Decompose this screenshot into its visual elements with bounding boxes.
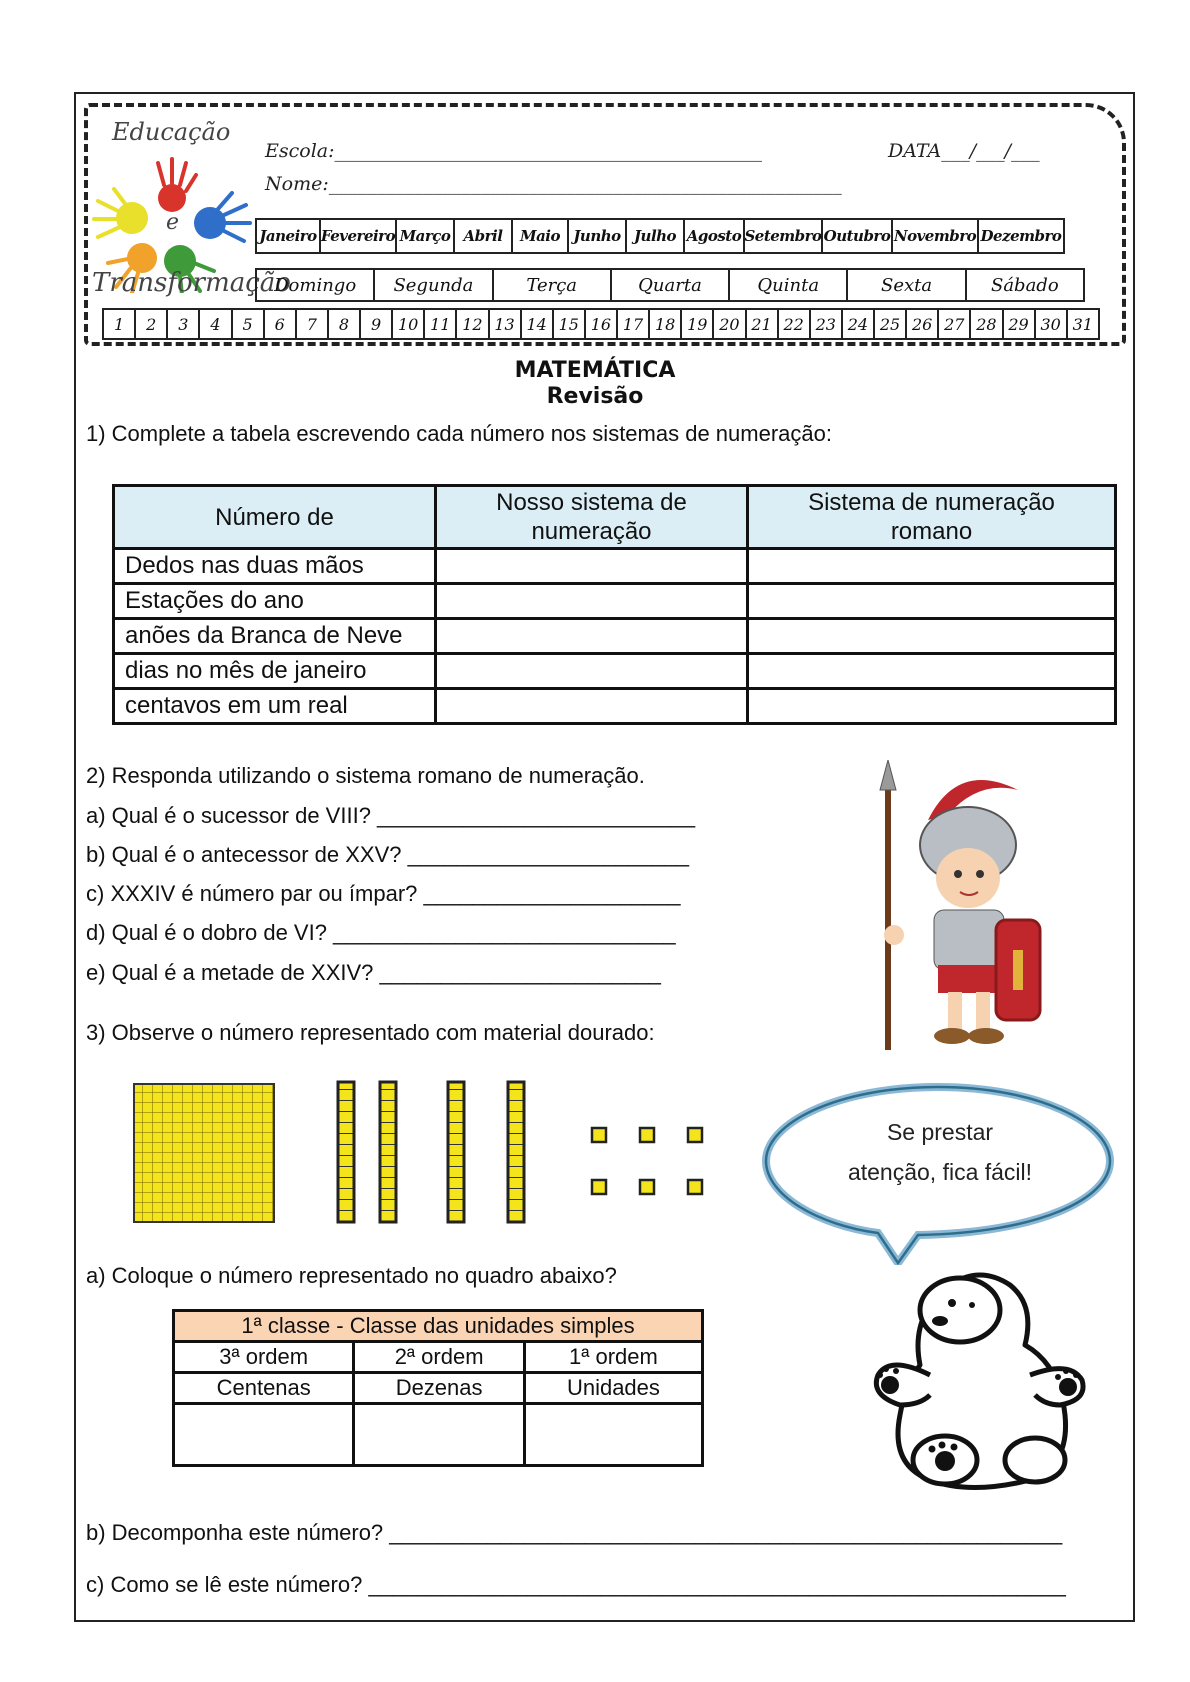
cubinho-1 bbox=[592, 1128, 606, 1142]
weekday-cell[interactable]: Terça bbox=[494, 270, 612, 300]
cubinho-4 bbox=[592, 1180, 606, 1194]
day-cell[interactable]: 4 bbox=[200, 310, 232, 338]
q1-col2-line1: Nosso sistema de bbox=[496, 489, 687, 516]
table-row bbox=[114, 619, 1116, 654]
day-cell[interactable]: 22 bbox=[779, 310, 811, 338]
weekday-cell[interactable]: Quarta bbox=[612, 270, 730, 300]
material-dourado-placa bbox=[132, 1082, 276, 1224]
answer-cell[interactable] bbox=[748, 654, 1116, 689]
name-field[interactable] bbox=[265, 173, 842, 195]
day-cell[interactable]: 1 bbox=[104, 310, 136, 338]
answer-cell[interactable] bbox=[436, 584, 748, 619]
cubinho-2 bbox=[640, 1128, 654, 1142]
q1-col-header bbox=[748, 486, 1116, 549]
page-subtitle: Revisão bbox=[546, 384, 644, 409]
order-cell: 1ª ordem bbox=[524, 1342, 702, 1373]
day-cell[interactable]: 13 bbox=[490, 310, 522, 338]
table-row bbox=[114, 689, 1116, 724]
answer-cell[interactable] bbox=[524, 1404, 702, 1466]
table-row bbox=[114, 584, 1116, 619]
q1-table bbox=[112, 484, 1117, 725]
day-cell[interactable]: 6 bbox=[265, 310, 297, 338]
school-label: Escola: bbox=[265, 140, 335, 162]
q3-prompt: 3) Observe o número representado com material dourado: bbox=[86, 1020, 655, 1045]
weekday-cell[interactable]: Quinta bbox=[730, 270, 848, 300]
day-cell[interactable]: 16 bbox=[586, 310, 618, 338]
table-row bbox=[174, 1373, 703, 1404]
q2-item-d[interactable]: d) Qual é o dobro de VI? ____________________________ bbox=[86, 920, 676, 945]
day-cell[interactable]: 11 bbox=[425, 310, 457, 338]
barra-2 bbox=[380, 1082, 396, 1222]
day-cell[interactable]: 17 bbox=[618, 310, 650, 338]
q1-col2-line2: numeração bbox=[531, 518, 652, 545]
day-cell[interactable]: 8 bbox=[329, 310, 361, 338]
day-cell[interactable]: 19 bbox=[682, 310, 714, 338]
speech-bubble-text bbox=[790, 1112, 1090, 1192]
day-cell[interactable]: 7 bbox=[297, 310, 329, 338]
cubinho-5 bbox=[640, 1180, 654, 1194]
answer-cell[interactable] bbox=[354, 1404, 524, 1466]
q2-item-a[interactable]: a) Qual é o sucessor de VIII? __________________________ bbox=[86, 803, 696, 828]
answer-cell[interactable] bbox=[436, 619, 748, 654]
month-cell[interactable]: Novembro bbox=[893, 220, 979, 252]
q2-item-c[interactable]: c) XXXIV é número par ou ímpar? _____________________ bbox=[86, 881, 681, 906]
day-cell[interactable]: 26 bbox=[907, 310, 939, 338]
day-cell[interactable]: 31 bbox=[1072, 314, 1093, 334]
material-dourado-cubinhos bbox=[588, 1122, 708, 1202]
cubinho-3 bbox=[688, 1128, 702, 1142]
place-value-table bbox=[172, 1309, 704, 1467]
weekday-cell[interactable]: Domingo bbox=[257, 270, 375, 300]
day-cell[interactable]: 25 bbox=[875, 310, 907, 338]
answer-cell[interactable] bbox=[174, 1404, 354, 1466]
month-cell[interactable]: Março bbox=[397, 220, 455, 252]
month-cell[interactable]: Maio bbox=[513, 220, 569, 252]
roman-soldier-illustration bbox=[868, 760, 1068, 1060]
day-cell[interactable]: 18 bbox=[650, 310, 682, 338]
day-cell[interactable]: 30 bbox=[1036, 310, 1068, 338]
bubble-line-2: atenção, fica fácil! bbox=[847, 1159, 1033, 1185]
q1-prompt: 1) Complete a tabela escrevendo cada número nos sistemas de numeração: bbox=[86, 421, 832, 446]
q3-item-a: a) Coloque o número representado no quadro abaixo? bbox=[86, 1263, 617, 1288]
day-cell[interactable]: 21 bbox=[747, 310, 779, 338]
answer-cell[interactable] bbox=[436, 654, 748, 689]
weekday-cell[interactable]: Sexta bbox=[848, 270, 966, 300]
table-row bbox=[174, 1342, 703, 1373]
q3-item-b[interactable]: b) Decomponha este número? _______________________________________________________ bbox=[86, 1520, 1063, 1545]
bear-illustration bbox=[860, 1255, 1100, 1495]
q2-item-e[interactable]: e) Qual é a metade de XXIV? _______________________ bbox=[86, 960, 661, 985]
q1-row-label: Dedos nas duas mãos bbox=[114, 549, 436, 584]
barra-1 bbox=[338, 1082, 354, 1222]
day-cell[interactable]: 10 bbox=[393, 310, 425, 338]
month-cell[interactable]: Outubro bbox=[823, 220, 893, 252]
unit-cell: Centenas bbox=[174, 1373, 354, 1404]
answer-cell[interactable] bbox=[748, 584, 1116, 619]
day-cell[interactable]: 15 bbox=[554, 310, 586, 338]
class-header: 1ª classe - Classe das unidades simples bbox=[174, 1311, 703, 1342]
month-cell[interactable]: Julho bbox=[627, 220, 685, 252]
day-cell[interactable]: 5 bbox=[233, 310, 265, 338]
logo-e: e bbox=[166, 210, 180, 235]
name-label: Nome: bbox=[265, 173, 329, 195]
month-cell[interactable]: Fevereiro bbox=[321, 220, 397, 252]
name-line: ______________________________________________________ bbox=[328, 173, 842, 195]
day-cell[interactable]: 2 bbox=[136, 310, 168, 338]
cubinho-6 bbox=[688, 1180, 702, 1194]
logo-subtitle: Transformação bbox=[92, 268, 291, 298]
date-label: DATA bbox=[888, 140, 942, 162]
days-row bbox=[102, 308, 1100, 340]
q2-item-b[interactable]: b) Qual é o antecessor de XXV? _______________________ bbox=[86, 842, 690, 867]
month-cell[interactable]: Junho bbox=[569, 220, 627, 252]
weekday-cell[interactable]: Segunda bbox=[375, 270, 493, 300]
day-cell[interactable]: 28 bbox=[971, 310, 1003, 338]
date-field[interactable] bbox=[888, 140, 1040, 162]
month-cell[interactable]: Setembro bbox=[745, 220, 823, 252]
day-cell[interactable]: 12 bbox=[457, 310, 489, 338]
unit-cell: Unidades bbox=[524, 1373, 702, 1404]
table-row bbox=[114, 549, 1116, 584]
q1-col3-line2: romano bbox=[890, 518, 973, 545]
bubble-line-1: Se prestar bbox=[886, 1119, 994, 1145]
day-cell[interactable]: 23 bbox=[811, 310, 843, 338]
month-cell[interactable]: Abril bbox=[455, 220, 513, 252]
table-row bbox=[114, 654, 1116, 689]
q1-row-label: Estações do ano bbox=[114, 584, 436, 619]
school-field[interactable] bbox=[265, 140, 762, 162]
table-row bbox=[174, 1404, 703, 1466]
q1-col-header: Número de bbox=[114, 486, 436, 549]
page-title: MATEMÁTICA bbox=[514, 358, 676, 383]
answer-cell[interactable] bbox=[748, 619, 1116, 654]
material-dourado-barras bbox=[332, 1078, 532, 1226]
q3-item-c[interactable]: c) Como se lê este número? _________________________________________________________ bbox=[86, 1572, 1066, 1597]
barra-3 bbox=[448, 1082, 464, 1222]
order-cell: 2ª ordem bbox=[354, 1342, 524, 1373]
q1-col-header bbox=[436, 486, 748, 549]
q1-col3-line1: Sistema de numeração bbox=[808, 489, 1055, 516]
months-row bbox=[255, 218, 1065, 254]
school-line: _____________________________________________ bbox=[334, 140, 763, 162]
day-cell[interactable]: 20 bbox=[714, 310, 746, 338]
weekdays-row bbox=[255, 268, 1085, 302]
logo-title: Educação bbox=[112, 118, 231, 146]
answer-cell[interactable] bbox=[436, 549, 748, 584]
q1-row-label: anões da Branca de Neve bbox=[114, 619, 436, 654]
answer-cell[interactable] bbox=[748, 689, 1116, 724]
answer-cell[interactable] bbox=[436, 689, 748, 724]
barra-4 bbox=[508, 1082, 524, 1222]
date-line: ___/___/___ bbox=[941, 140, 1040, 162]
q1-row-label: dias no mês de janeiro bbox=[114, 654, 436, 689]
weekday-cell[interactable]: Sábado bbox=[990, 274, 1059, 296]
day-cell[interactable]: 3 bbox=[168, 310, 200, 338]
q2-prompt: 2) Responda utilizando o sistema romano de numeração. bbox=[86, 763, 645, 788]
order-cell: 3ª ordem bbox=[174, 1342, 354, 1373]
answer-cell[interactable] bbox=[748, 549, 1116, 584]
month-cell[interactable]: Dezembro bbox=[980, 227, 1062, 245]
month-cell[interactable]: Agosto bbox=[685, 220, 745, 252]
day-cell[interactable]: 27 bbox=[939, 310, 971, 338]
day-cell[interactable]: 14 bbox=[522, 310, 554, 338]
day-cell[interactable]: 29 bbox=[1004, 310, 1036, 338]
month-cell[interactable]: Janeiro bbox=[257, 220, 321, 252]
q1-row-label: centavos em um real bbox=[114, 689, 436, 724]
day-cell[interactable]: 24 bbox=[843, 310, 875, 338]
day-cell[interactable]: 9 bbox=[361, 310, 393, 338]
unit-cell: Dezenas bbox=[354, 1373, 524, 1404]
